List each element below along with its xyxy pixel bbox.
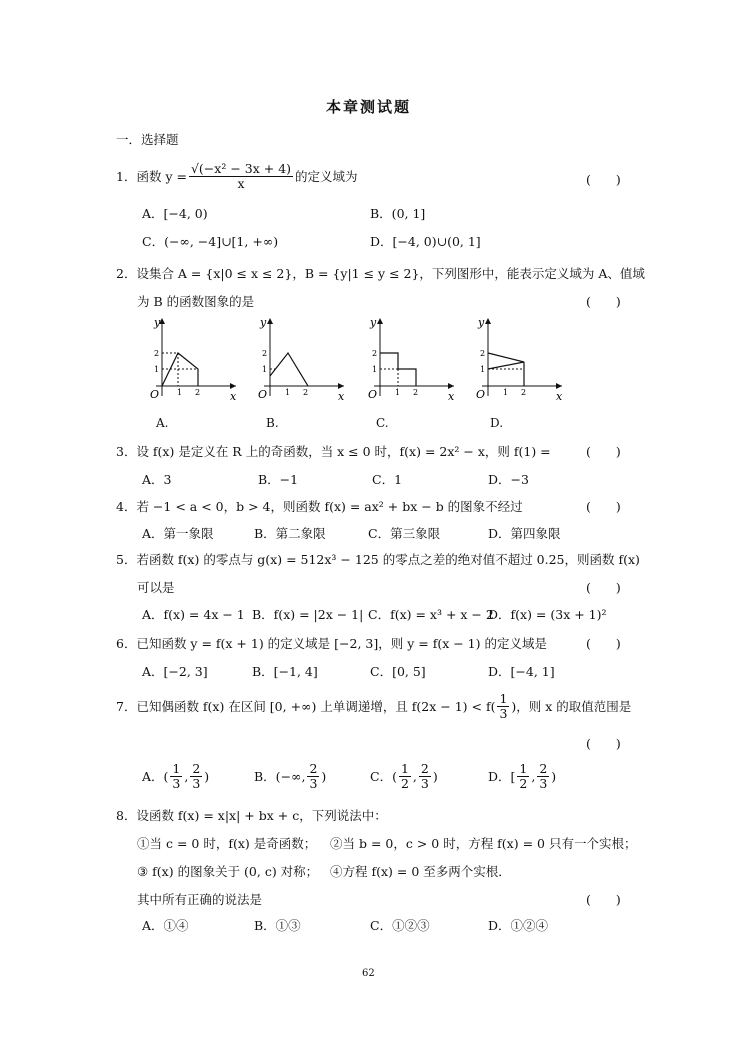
question-1-stem [116, 162, 358, 191]
q7b-n: 2 [309, 761, 318, 776]
graph-a-y-label: y [154, 316, 161, 329]
q5-option-b: B．f(x) = |2x − 1| [252, 607, 364, 622]
q7b-d: 3 [309, 775, 318, 791]
page-title: 本章测试题 [326, 98, 412, 116]
q8-answer-paren: ( ) [586, 892, 621, 907]
q7a-post: ) [204, 768, 210, 784]
q8-ask: 其中所有正确的说法是 [137, 892, 263, 907]
graph-b-origin: O [258, 388, 268, 401]
q7c-d2: 3 [420, 775, 429, 791]
q7d-d1: 2 [519, 775, 528, 791]
q7b-post: ) [321, 768, 327, 784]
q8-statement-4: ④方程 f(x) = 0 至多两个实根． [330, 864, 511, 879]
graph-d-ytick-2: 2 [480, 349, 486, 358]
q1-option-b: B．(0, 1] [370, 206, 426, 221]
q7d-pre: D．[ [488, 769, 516, 785]
graph-c-ytick-2: 2 [372, 349, 378, 358]
q7a-pre: A．( [142, 769, 169, 785]
q2-graph-d [466, 312, 576, 404]
q1-suffix: 的定义域为 [295, 169, 358, 185]
q3-option-b: B．−1 [258, 472, 299, 487]
q7-option-d: D．[ $\frac{1}{2}$ , $\frac{2}{3}$ ) [488, 761, 557, 791]
q5-option-c: C．f(x) = x³ + x − 2 [368, 607, 494, 622]
graph-d-x-label: x [556, 390, 563, 403]
graph-d-xtick-1: 1 [503, 388, 509, 397]
q3-answer-paren: ( ) [586, 444, 621, 459]
q7c-n1: 1 [400, 761, 409, 776]
q6-option-c: C．[0, 5] [370, 664, 426, 679]
q1-option-d: D．[−4, 0)∪(0, 1] [370, 234, 481, 249]
section-heading: 一．选择题 [116, 132, 179, 147]
graph-c-y-label: y [370, 316, 377, 329]
graph-d-y-label: y [478, 316, 485, 329]
graph-a-x-label: x [230, 390, 237, 403]
q7a-frac2 [190, 762, 202, 791]
q7c-frac2 [419, 762, 431, 791]
q7d-d2: 3 [539, 775, 548, 791]
question-8-stem: 8．设函数 f(x) = x|x| + bx + c，下列说法中： [116, 808, 387, 823]
graph-a-ytick-1: 1 [154, 365, 160, 374]
q7c-n2: 2 [420, 761, 429, 776]
q8-option-a: A．①④ [142, 918, 189, 933]
q6-option-b: B．[−1, 4] [252, 664, 318, 679]
q7a-frac1 [170, 762, 182, 791]
q7d-post: ) [551, 768, 557, 784]
q7b-frac [307, 762, 319, 791]
q7-option-a: A．( $\frac{1}{3}$ , $\frac{2}{3}$ ) [142, 761, 210, 791]
q7-option-b [254, 762, 326, 791]
graph-d-xtick-2: 2 [521, 388, 527, 397]
q7-option-c: C．( $\frac{1}{2}$ , $\frac{2}{3}$ ) [370, 761, 438, 791]
graph-a-xtick-2: 2 [195, 388, 201, 397]
graph-b-y-label: y [260, 316, 267, 329]
q1-option-a: A．[−4, 0) [142, 206, 208, 221]
question-2-line1: 2．设集合 A = {x|0 ≤ x ≤ 2}，B = {y|1 ≤ y ≤ 2}，下列图形中，能表示定义域为 A、值域 [116, 266, 645, 281]
q8-option-b: B．①③ [254, 918, 301, 933]
graph-c-origin: O [368, 388, 378, 401]
q7b-pre: B．(−∞, [254, 769, 306, 785]
q2-graph-b [248, 312, 358, 404]
q4-option-d: D．第四象限 [488, 526, 561, 541]
q1-denominator: x [237, 175, 245, 191]
q6-answer-paren: ( ) [586, 636, 621, 651]
q1-prefix: 1．函数 [116, 169, 162, 185]
q7a-d1: 3 [172, 775, 181, 791]
q1-fn-left: y = [165, 168, 187, 184]
q1-answer-paren: ( ) [586, 172, 621, 187]
q4-option-c: C．第三象限 [368, 526, 441, 541]
question-5-line1: 5．若函数 f(x) 的零点与 g(x) = 512x³ − 125 的零点之差的绝对值不超过 0.25，则函数 f(x) [116, 552, 640, 567]
graph-c-xtick-1: 1 [395, 388, 401, 397]
q7-fraction [497, 692, 509, 721]
q6-option-d: D．[−4, 1] [488, 664, 555, 679]
q1-numerator: √(−x² − 3x + 4) [190, 161, 292, 176]
q7c-d1: 2 [400, 775, 409, 791]
graph-a-origin: O [150, 388, 160, 401]
q5-option-a: A．f(x) = 4x − 1 [142, 607, 245, 622]
q2-graph-c [358, 312, 468, 404]
question-6-stem: 6．已知函数 y = f(x + 1) 的定义域是 [−2, 3]，则 y = f(x − 1) 的定义域是 [116, 636, 547, 651]
q7-suffix: )，则 x 的取值范围是 [511, 699, 632, 715]
q2-graph-d-label: D. [490, 416, 504, 430]
q7d-n1: 1 [519, 761, 528, 776]
question-5-line2: 可以是 [137, 580, 175, 595]
q8-statement-3: ③ f(x) 的图象关于 (0, c) 对称； [137, 864, 319, 879]
q8-statement-1: ①当 c = 0 时，f(x) 是奇函数； [137, 836, 317, 851]
q2-graph-b-label: B. [266, 416, 279, 430]
graph-b-xtick-2: 2 [303, 388, 309, 397]
q8-option-d: D．①②④ [488, 918, 549, 933]
q2-graph-a [140, 312, 250, 404]
graph-d-ytick-1: 1 [480, 365, 486, 374]
q8-option-c: C．①②③ [370, 918, 430, 933]
q4-option-b: B．第二象限 [254, 526, 326, 541]
graph-b-ytick-2: 2 [262, 349, 268, 358]
q2-graph-a-label: A. [156, 416, 169, 430]
q1-fraction [189, 162, 293, 191]
graph-c-x-label: x [448, 390, 455, 403]
q1-option-c: C．(−∞, −4]∪[1, +∞) [142, 234, 279, 249]
q2-graph-c-label: C. [376, 416, 389, 430]
q7-fraction-den: 3 [499, 705, 508, 721]
graph-b-x-label: x [338, 390, 345, 403]
q7d-frac1 [517, 762, 529, 791]
q6-option-a: A．[−2, 3] [142, 664, 208, 679]
q7a-n2: 2 [192, 761, 201, 776]
q5-option-d: D．f(x) = (3x + 1)² [488, 607, 607, 622]
q7a-d2: 3 [192, 775, 201, 791]
question-7-stem [116, 692, 631, 721]
q3-option-d: D．−3 [488, 472, 529, 487]
q4-option-a: A．第一象限 [142, 526, 214, 541]
q8-statement-2: ②当 b = 0，c > 0 时，方程 f(x) = 0 只有一个实根； [330, 836, 637, 851]
question-2-line2: 为 B 的函数图象的是 [137, 294, 255, 309]
q4-answer-paren: ( ) [586, 499, 621, 514]
q2-answer-paren: ( ) [586, 294, 621, 309]
q3-option-c: C．1 [372, 472, 403, 487]
q7-fraction-num: 1 [499, 691, 508, 706]
q7-answer-paren: ( ) [586, 736, 621, 751]
graph-b-xtick-1: 1 [285, 388, 291, 397]
graph-a-xtick-1: 1 [177, 388, 183, 397]
q7-prefix: 7．已知偶函数 f(x) 在区间 [0, +∞) 上单调递增，且 f(2x − 1) < f( [116, 699, 496, 715]
q7c-post: ) [432, 768, 438, 784]
q7d-n2: 2 [539, 761, 548, 776]
q7d-frac2 [537, 762, 549, 791]
graph-a-ytick-2: 2 [154, 349, 160, 358]
page-number: 62 [362, 968, 375, 979]
graph-c-ytick-1: 1 [372, 365, 378, 374]
q7c-pre: C．( [370, 769, 397, 785]
q5-answer-paren: ( ) [586, 580, 621, 595]
q7c-frac1 [399, 762, 411, 791]
graph-b-ytick-1: 1 [262, 365, 268, 374]
graph-d-origin: O [476, 388, 486, 401]
question-4-stem: 4．若 −1 < a < 0，b > 4，则函数 f(x) = ax² + bx − b 的图象不经过 [116, 499, 523, 514]
question-3-stem: 3．设 f(x) 是定义在 R 上的奇函数，当 x ≤ 0 时，f(x) = 2x² − x，则 f(1) = [116, 444, 551, 459]
graph-c-xtick-2: 2 [413, 388, 419, 397]
q3-option-a: A．3 [142, 472, 172, 487]
q7a-n1: 1 [172, 761, 181, 776]
